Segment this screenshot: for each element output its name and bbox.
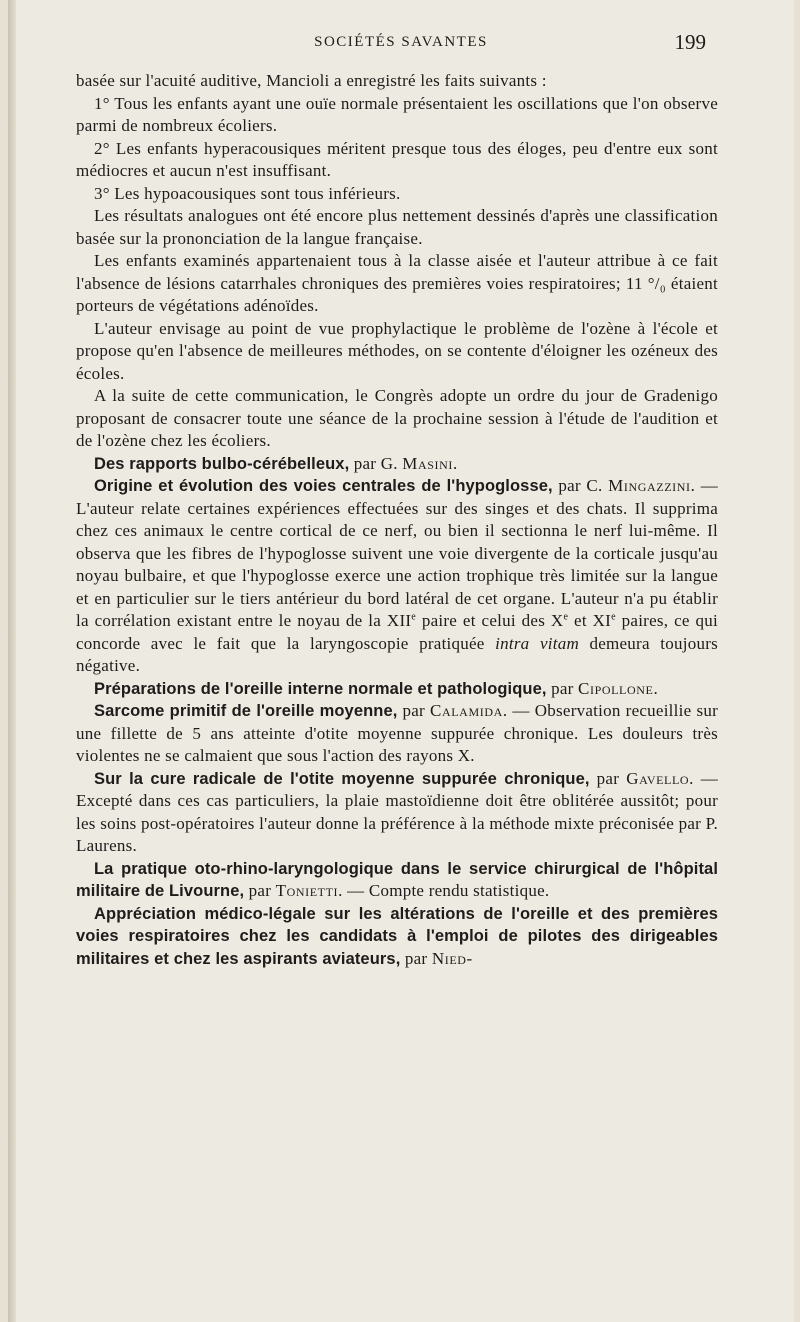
entry-author: Tonietti — [275, 881, 339, 900]
entry-title: Des rapports bulbo-cérébelleux, — [94, 454, 350, 473]
entry-mingazzini: Origine et évolution des voies centrales de l'hypoglosse, par C. Mingazzini. — L'auteur relate certaines expériences effectuées sur des singes et des chats. Il supprima chez ces animaux le centre cortical de ce nerf, ou bien il sectionna le nerf lui-même. Il observa que les fibres de l'hypoglosse suivent une voie divergente de la corticale jusqu'au noyau bulbaire, et que l'hypoglosse exerce une action trophique très limitée sur la langue et en particulier sur le tiers antérieur du bord latéral de cet organe. L'auteur n'a pu établir la corrélation existant entre le noyau de la XIIe paire et celui des Xe et XIe paires, ce qui concorde avec le fait que la laryngoscopie pratiquée intra vitam demeura toujours négative. — [76, 476, 719, 675]
paragraph-congress: A la suite de cette communication, le Congrès adopte un ordre du jour de Gradenigo proposant de consacrer toute une séance de la prochaine session à l'étude de l'audition et de l'ozène chez les écoliers. — [76, 386, 718, 450]
running-head — [8, 30, 794, 56]
entry-author: Nied- — [431, 948, 473, 968]
entry-title: Origine et évolution des voies centrales de l'hypoglosse, — [94, 477, 553, 495]
latin-phrase: intra vitam — [495, 633, 579, 653]
paragraph-mancioli-intro: basée sur l'acuité auditive, Mancioli a enregistré les faits suivants : — [76, 71, 547, 90]
entry-author: Calamida — [430, 701, 503, 720]
entry-nied: Appréciation médico-légale sur les altérations de l'oreille et des premières voies respiratoires chez les candidats à l'emploi de pilotes des dirigeables militaires et chez les aspirants aviateurs, par Nied- — [76, 904, 718, 968]
paragraph-ozena: L'auteur envisage au point de vue prophylactique le problème de l'ozène à l'école et propose qu'en l'absence de meilleures méthodes, on se contente d'éloigner les ozéneux des écoles. — [76, 318, 718, 383]
paragraph-point-2: 2° Les enfants hyperacousiques méritent presque tous des éloges, peu d'entre eux sont médiocres et aucun n'est insuffisant. — [76, 138, 718, 180]
running-title: SOCIÉTÉS SAVANTES — [314, 34, 488, 50]
paragraph-point-3: 3° Les hypoacousiques sont tous inférieurs. — [94, 183, 401, 203]
entry-cipollone: Préparations de l'oreille interne normale et pathologique, par Cipollone. — [94, 678, 658, 698]
book-page — [8, 0, 794, 1322]
page-number: 199 — [674, 30, 706, 54]
entry-author: Masini — [402, 453, 453, 473]
entry-title: Préparations de l'oreille interne normale et pathologique, — [94, 679, 547, 698]
entry-tonietti: La pratique oto-rhino-laryngologique dans le service chirurgical de l'hôpital militaire de Livourne, par Tonietti. — Compte rendu statistique. — [76, 859, 718, 900]
entry-gavello: Sur la cure radicale de l'otite moyenne suppurée chronique, par Gavello. — Excepté dans ces cas particuliers, la plaie mastoïdienne doit être oblitérée aussitôt; pour les soins post-opératoires l'auteur donne la préférence à la méthode mixte préconisée par P. Laurens. — [76, 768, 718, 855]
entry-calamida: Sarcome primitif de l'oreille moyenne, par Calamida. — Observation recueillie sur une fillette de 5 ans atteinte d'otite moyenne suppurée chronique. Les douleurs très violentes ne se calmaient que sous l'action des rayons X. — [76, 701, 718, 765]
paragraph-point-1: 1° Tous les enfants ayant une ouïe normale présentaient les oscillations que l'on observe parmi de nombreux écoliers. — [76, 93, 718, 135]
entry-author: Cipollone — [578, 678, 654, 698]
paragraph-results: Les résultats analogues ont été encore plus nettement dessinés d'après une classification basée sur la prononciation de la langue française. — [76, 206, 718, 248]
entry-title: Appréciation médico-légale sur les altérations de l'oreille et des premières voies respiratoires chez les candidats à l'emploi de pilotes des dirigeables militaires et chez les aspirants aviateurs, — [76, 904, 718, 968]
entry-masini: Des rapports bulbo-cérébelleux, par G. Masini. — [94, 453, 458, 473]
entry-title: Sarcome primitif de l'oreille moyenne, — [94, 702, 398, 720]
entry-title: Sur la cure radicale de l'otite moyenne suppurée chronique, — [94, 769, 590, 788]
entry-author: Gavello — [626, 768, 690, 788]
entry-author: Mingazzini — [608, 476, 691, 495]
page-binding-edge — [8, 0, 16, 1322]
body-text — [76, 70, 718, 970]
entry-title: La pratique oto-rhino-laryngologique dans le service chirurgical de l'hôpital militaire de Livourne, — [76, 859, 718, 900]
paragraph-children: Les enfants examinés appartenaient tous à la classe aisée et l'auteur attribue à ce fait l'absence de lésions catarrhales chroniques des premières voies respiratoires; 11 °/₀ étaient porteurs de végétations adénoïdes. — [76, 251, 718, 315]
